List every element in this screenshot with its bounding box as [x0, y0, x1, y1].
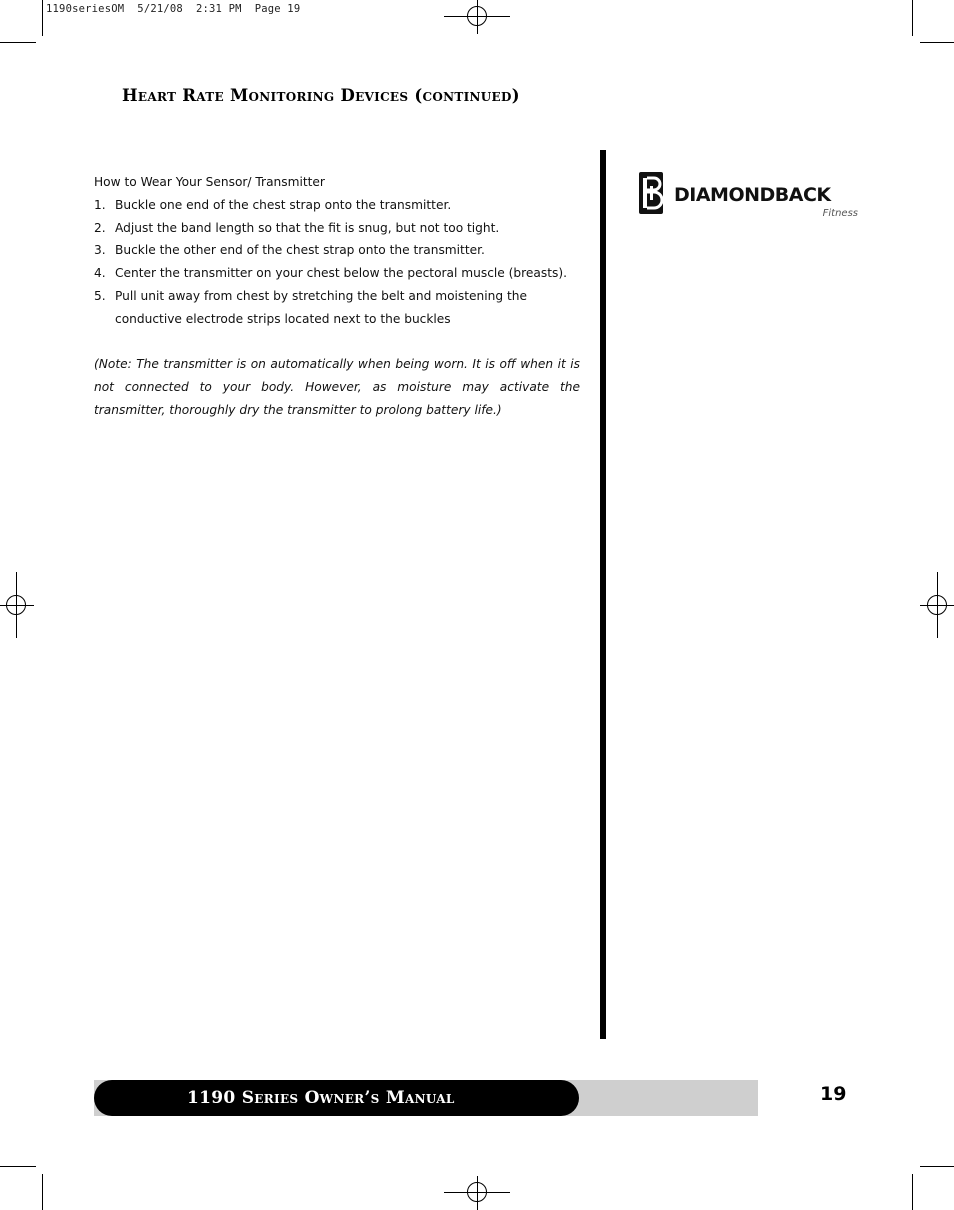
note-text: (Note: The transmitter is on automatically when being worn. It is off when it is not connected to your body. However, as moisture may activate the transmitter, thoroughly dry the transmitter to prolong battery life.): [94, 357, 580, 417]
logo-wordmark: DIAMONDBACK: [674, 184, 831, 206]
footer-title-pill: [94, 1080, 579, 1116]
list-item: 1. Buckle one end of the chest strap onto the transmitter.: [94, 197, 452, 212]
list-item: 3. Buckle the other end of the chest strap onto the transmitter.: [94, 243, 485, 258]
list-item: 2. Adjust the band length so that the fit is snug, but not too tight.: [94, 220, 500, 235]
section-heading: Heart Rate Monitoring Devices (continued): [122, 86, 520, 105]
body-content: [94, 171, 580, 422]
logo-fitness-label: Fitness: [822, 208, 858, 219]
diamondback-logo: [638, 170, 860, 222]
db-emblem-icon: [638, 170, 664, 216]
list-item: 5. Pull unit away from chest by stretching the belt and moistening the conductive electrode strips located next to the buckles: [94, 288, 527, 326]
list-item: 4. Center the transmitter on your chest below the pectoral muscle (breasts).: [94, 266, 567, 281]
vertical-divider: [600, 150, 606, 1039]
printer-slug: 1190seriesOM 5/21/08 2:31 PM Page 19: [46, 3, 301, 15]
intro-text: How to Wear Your Sensor/ Transmitter: [94, 175, 325, 189]
footer-title: 1190 Series Owner’s Manual: [187, 1088, 455, 1108]
page-number: 19: [820, 1083, 847, 1105]
steps-list: [94, 194, 580, 331]
